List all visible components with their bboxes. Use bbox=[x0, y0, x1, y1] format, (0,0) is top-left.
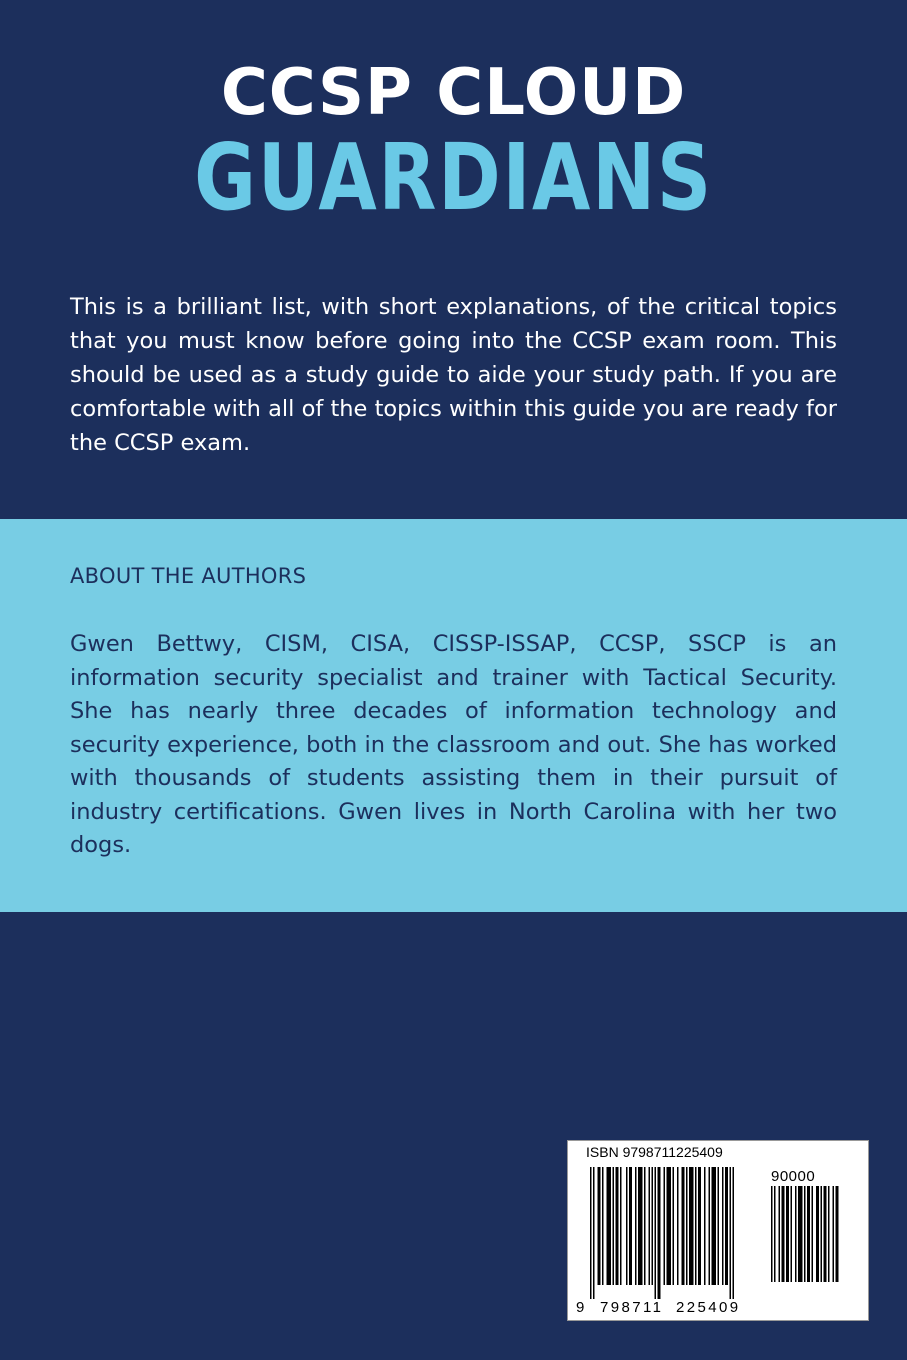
author-bio: Gwen Bettwy, CISM, CISA, CISSP-ISSAP, CCSP, SSCP is an information security specialist and trainer with Tactical Security. She has nearly three decades of information technology and security experience, both in the classroom and out. She has worked with thousands of students assisting them in their pursuit of industry certifications. Gwen lives in North Carolina with her two dogs. bbox=[70, 631, 837, 858]
barcode-bar bbox=[635, 1167, 637, 1285]
barcode-digit-first: 9 bbox=[576, 1299, 587, 1316]
barcode-bar bbox=[644, 1167, 646, 1285]
barcode-bar bbox=[598, 1167, 601, 1285]
price-barcode-bars bbox=[771, 1186, 851, 1286]
barcode-bar bbox=[836, 1186, 839, 1282]
barcode-bar bbox=[798, 1186, 803, 1282]
barcode-bar bbox=[786, 1186, 789, 1282]
barcode-bar bbox=[828, 1186, 830, 1282]
barcode-bar bbox=[782, 1186, 785, 1282]
barcode-bar bbox=[677, 1167, 679, 1285]
barcode-bar bbox=[730, 1167, 732, 1299]
title-line-2: GUARDIANS bbox=[194, 124, 713, 231]
barcode-bar bbox=[667, 1167, 672, 1285]
about-authors-heading: ABOUT THE AUTHORS bbox=[70, 564, 307, 588]
barcode-bar bbox=[733, 1167, 735, 1299]
barcode-bar bbox=[779, 1186, 781, 1282]
barcode-bar bbox=[698, 1167, 701, 1285]
barcode-bar bbox=[620, 1167, 622, 1285]
barcode-bar bbox=[804, 1186, 806, 1282]
barcode-bar bbox=[824, 1186, 827, 1282]
barcode-bar bbox=[722, 1167, 724, 1285]
barcode-bar bbox=[833, 1186, 835, 1282]
barcode-bar bbox=[725, 1167, 728, 1285]
barcode-digits-group-1: 798711 bbox=[600, 1299, 664, 1316]
barcode-bar bbox=[704, 1167, 706, 1285]
barcode-bar bbox=[812, 1186, 814, 1282]
barcode-bar bbox=[712, 1167, 717, 1285]
barcode-bar bbox=[709, 1167, 711, 1285]
barcode-bar bbox=[686, 1167, 688, 1285]
barcode-digits-group-2: 225409 bbox=[676, 1299, 741, 1316]
barcode-bar bbox=[807, 1186, 810, 1282]
barcode-bar bbox=[602, 1167, 604, 1285]
main-barcode-bars bbox=[590, 1167, 760, 1307]
book-description: This is a brilliant list, with short explanations, of the critical topics that you must know before going into the CCSP exam room. This should be used as a study guide to aide your study path. If you are comfortable with all of the topics within this guide you are ready for the CCSP exam. bbox=[70, 294, 837, 456]
price-code: 90000 bbox=[771, 1168, 816, 1185]
barcode-bar bbox=[795, 1186, 797, 1282]
barcode-bar bbox=[590, 1167, 592, 1299]
barcode-bar bbox=[607, 1167, 612, 1285]
barcode-bar bbox=[658, 1167, 661, 1299]
barcode-bar bbox=[649, 1167, 651, 1285]
barcode-bar bbox=[718, 1167, 720, 1285]
title-line-1: CCSP CLOUD bbox=[220, 56, 687, 130]
isbn-label: ISBN 9798711225409 bbox=[586, 1144, 723, 1160]
isbn-barcode bbox=[567, 1140, 869, 1321]
barcode-bar bbox=[616, 1167, 619, 1285]
barcode-bar bbox=[771, 1186, 773, 1282]
barcode-bar bbox=[816, 1186, 819, 1282]
barcode-bar bbox=[673, 1167, 675, 1285]
barcode-bar bbox=[695, 1167, 697, 1285]
barcode-bar bbox=[613, 1167, 615, 1285]
barcode-bar bbox=[626, 1167, 628, 1285]
barcode-bar bbox=[664, 1167, 666, 1285]
barcode-bar bbox=[652, 1167, 654, 1285]
barcode-bar bbox=[791, 1186, 793, 1282]
barcode-bar bbox=[682, 1167, 685, 1285]
barcode-bar bbox=[638, 1167, 643, 1285]
barcode-bar bbox=[629, 1167, 632, 1285]
barcode-bar bbox=[655, 1167, 657, 1299]
barcode-bar bbox=[774, 1186, 776, 1282]
barcode-bar bbox=[689, 1167, 694, 1285]
barcode-bar bbox=[593, 1167, 595, 1299]
barcode-bar bbox=[821, 1186, 823, 1282]
